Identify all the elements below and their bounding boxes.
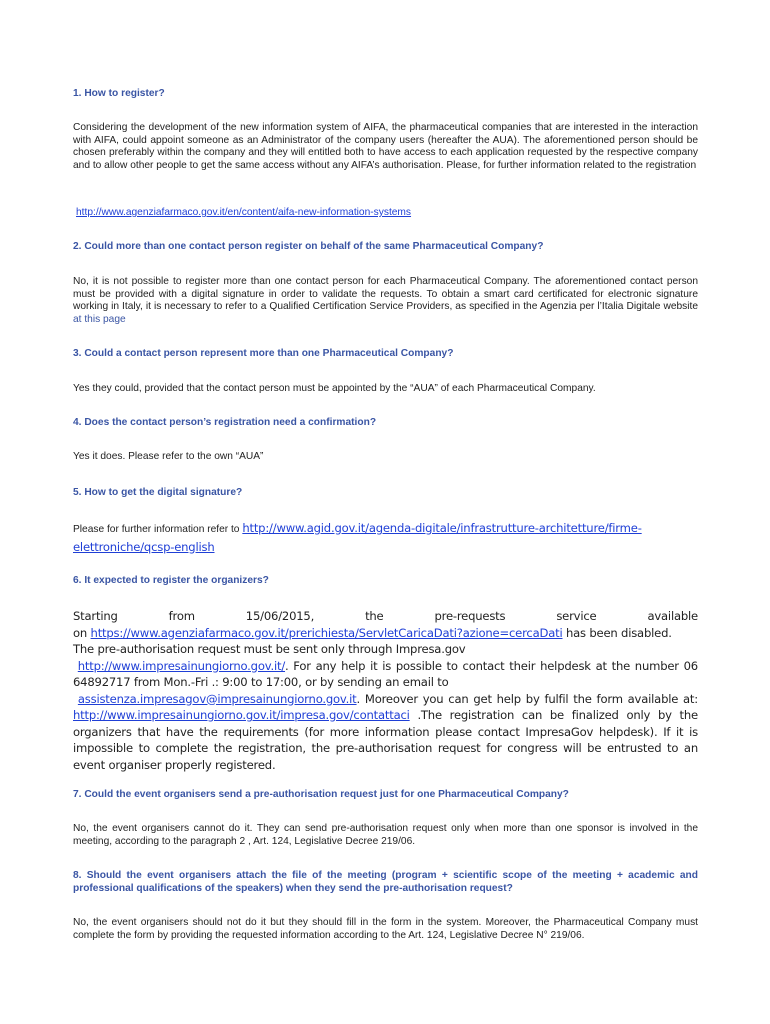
question-4-heading: 4. Does the contact person’s registration need a confirmation? bbox=[73, 417, 377, 428]
question-3-heading: 3. Could a contact person represent more than one Pharmaceutical Company? bbox=[73, 348, 454, 359]
impresainungiorno-link[interactable]: http://www.impresainungiorno.gov.it/ bbox=[77, 658, 286, 673]
question-8-heading: 8. Should the event organisers attach the file of the meeting (program + scientific scope of the meeting + academic and professional qualifications of the speakers) when they send the pre-authorisation request? bbox=[73, 870, 698, 894]
question-5-heading: 5. How to get the digital signature? bbox=[73, 487, 243, 498]
word: service bbox=[556, 609, 597, 623]
answer-6-text-part: The pre-authorisation request must be sent only through Impresa.gov bbox=[73, 642, 466, 656]
answer-4-text: Yes it does. Please refer to the own “AUA” bbox=[73, 451, 264, 462]
answer-1-link-row bbox=[76, 207, 701, 220]
agid-digital-signature-link-continued[interactable]: elettroniche/qcsp-english bbox=[73, 539, 215, 554]
question-2-heading: 2. Could more than one contact person register on behalf of the same Pharmaceutical Company? bbox=[73, 241, 544, 252]
word: pre-requests bbox=[434, 609, 506, 623]
question-7-heading: 7. Could the event organisers send a pre-authorisation request just for one Pharmaceutical Company? bbox=[73, 789, 569, 800]
answer-6-text-part: has been disabled. bbox=[566, 625, 672, 640]
answer-6-text-part: on bbox=[73, 625, 88, 640]
answer-6-text-part: .The registration can be finalized only by the organizers that have the requirements (for more information please contact ImpresaGov helpdesk). If it is impossible to complete the registration, the pre-authorisation request for congress will be entrusted to an event organiser properly registered. bbox=[73, 708, 698, 772]
helpdesk-email-link[interactable]: assistenza.impresagov@impresainungiorno.gov.it bbox=[77, 691, 357, 706]
word: Starting bbox=[73, 609, 118, 623]
question-1-heading: 1. How to register? bbox=[73, 88, 165, 99]
contact-form-link[interactable]: http://www.impresainungiorno.gov.it/impresa.gov/contattaci bbox=[73, 708, 410, 722]
answer-7-text: No, the event organisers cannot do it. They can send pre-authorisation request only when more than one sponsor is involved in the meeting, according to the paragraph 2 , Art. 124, Legislative Decree 219/06. bbox=[73, 823, 698, 847]
word: the bbox=[365, 609, 384, 623]
answer-2-body: No, it is not possible to register more than one contact person for each Pharmaceutical Company. The aforementioned contact person must be provided with a digital signature in order to validate the requests. To obtain a smart card certificated for electronic signature working in Italy, it is necessary to refer to a Qualified Certification Service Providers, as specified in the Agenzia per l’Italia Digitale website bbox=[73, 276, 698, 313]
aifa-prerequest-link[interactable]: https://www.agenziafarmaco.gov.it/prerichiesta/ServletCaricaDati?azione=cercaDati bbox=[90, 625, 563, 640]
word: from bbox=[168, 609, 195, 623]
word: 15/06/2015, bbox=[245, 609, 315, 623]
agid-page-link[interactable]: at this page bbox=[73, 313, 126, 325]
answer-8-text: No, the event organisers should not do it but they should fill in the form in the system. Moreover, the Pharmaceutical Company must complete the form by providing the requested information according to the Art. 124, Legislative Decree N° 219/06. bbox=[73, 917, 698, 941]
word: available bbox=[647, 609, 698, 623]
answer-6-first-line bbox=[73, 608, 698, 625]
answer-6-text bbox=[73, 608, 698, 773]
answer-3-text: Yes they could, provided that the contact person must be appointed by the “AUA” of each Pharmaceutical Company. bbox=[73, 383, 596, 394]
answer-2-text bbox=[73, 276, 698, 326]
answer-5-body: Please for further information refer to bbox=[73, 524, 240, 535]
aifa-info-systems-link[interactable]: http://www.agenziafarmaco.gov.it/en/content/aifa-new-information-systems bbox=[76, 207, 412, 218]
question-6-heading: 6. It expected to register the organizers? bbox=[73, 575, 269, 586]
answer-6-text-part: . Moreover you can get help by fulfil the form available at: bbox=[356, 691, 698, 706]
answer-1-text: Considering the development of the new information system of AIFA, the pharmaceutical companies that are interested in the interaction with AIFA, could appoint someone as an Administrator of the company users (hereafter the AUA). The aforementioned person should be chosen preferably within the company and they will entitled both to have access to each application requested by the respective company and to allow other people to get the same access without any AIFA’s authorisation. Please, for further information related to the registration bbox=[73, 122, 698, 171]
answer-6-text-part: . For any help it is possible to contact their helpdesk at the number 06 64892717 from Mon.-Fri .: 9:00 to 17:00, or by sending an email to bbox=[73, 658, 698, 689]
answer-5-text bbox=[73, 520, 698, 557]
agid-digital-signature-link[interactable]: http://www.agid.gov.it/agenda-digitale/infrastrutture-architetture/firme- bbox=[242, 521, 642, 535]
